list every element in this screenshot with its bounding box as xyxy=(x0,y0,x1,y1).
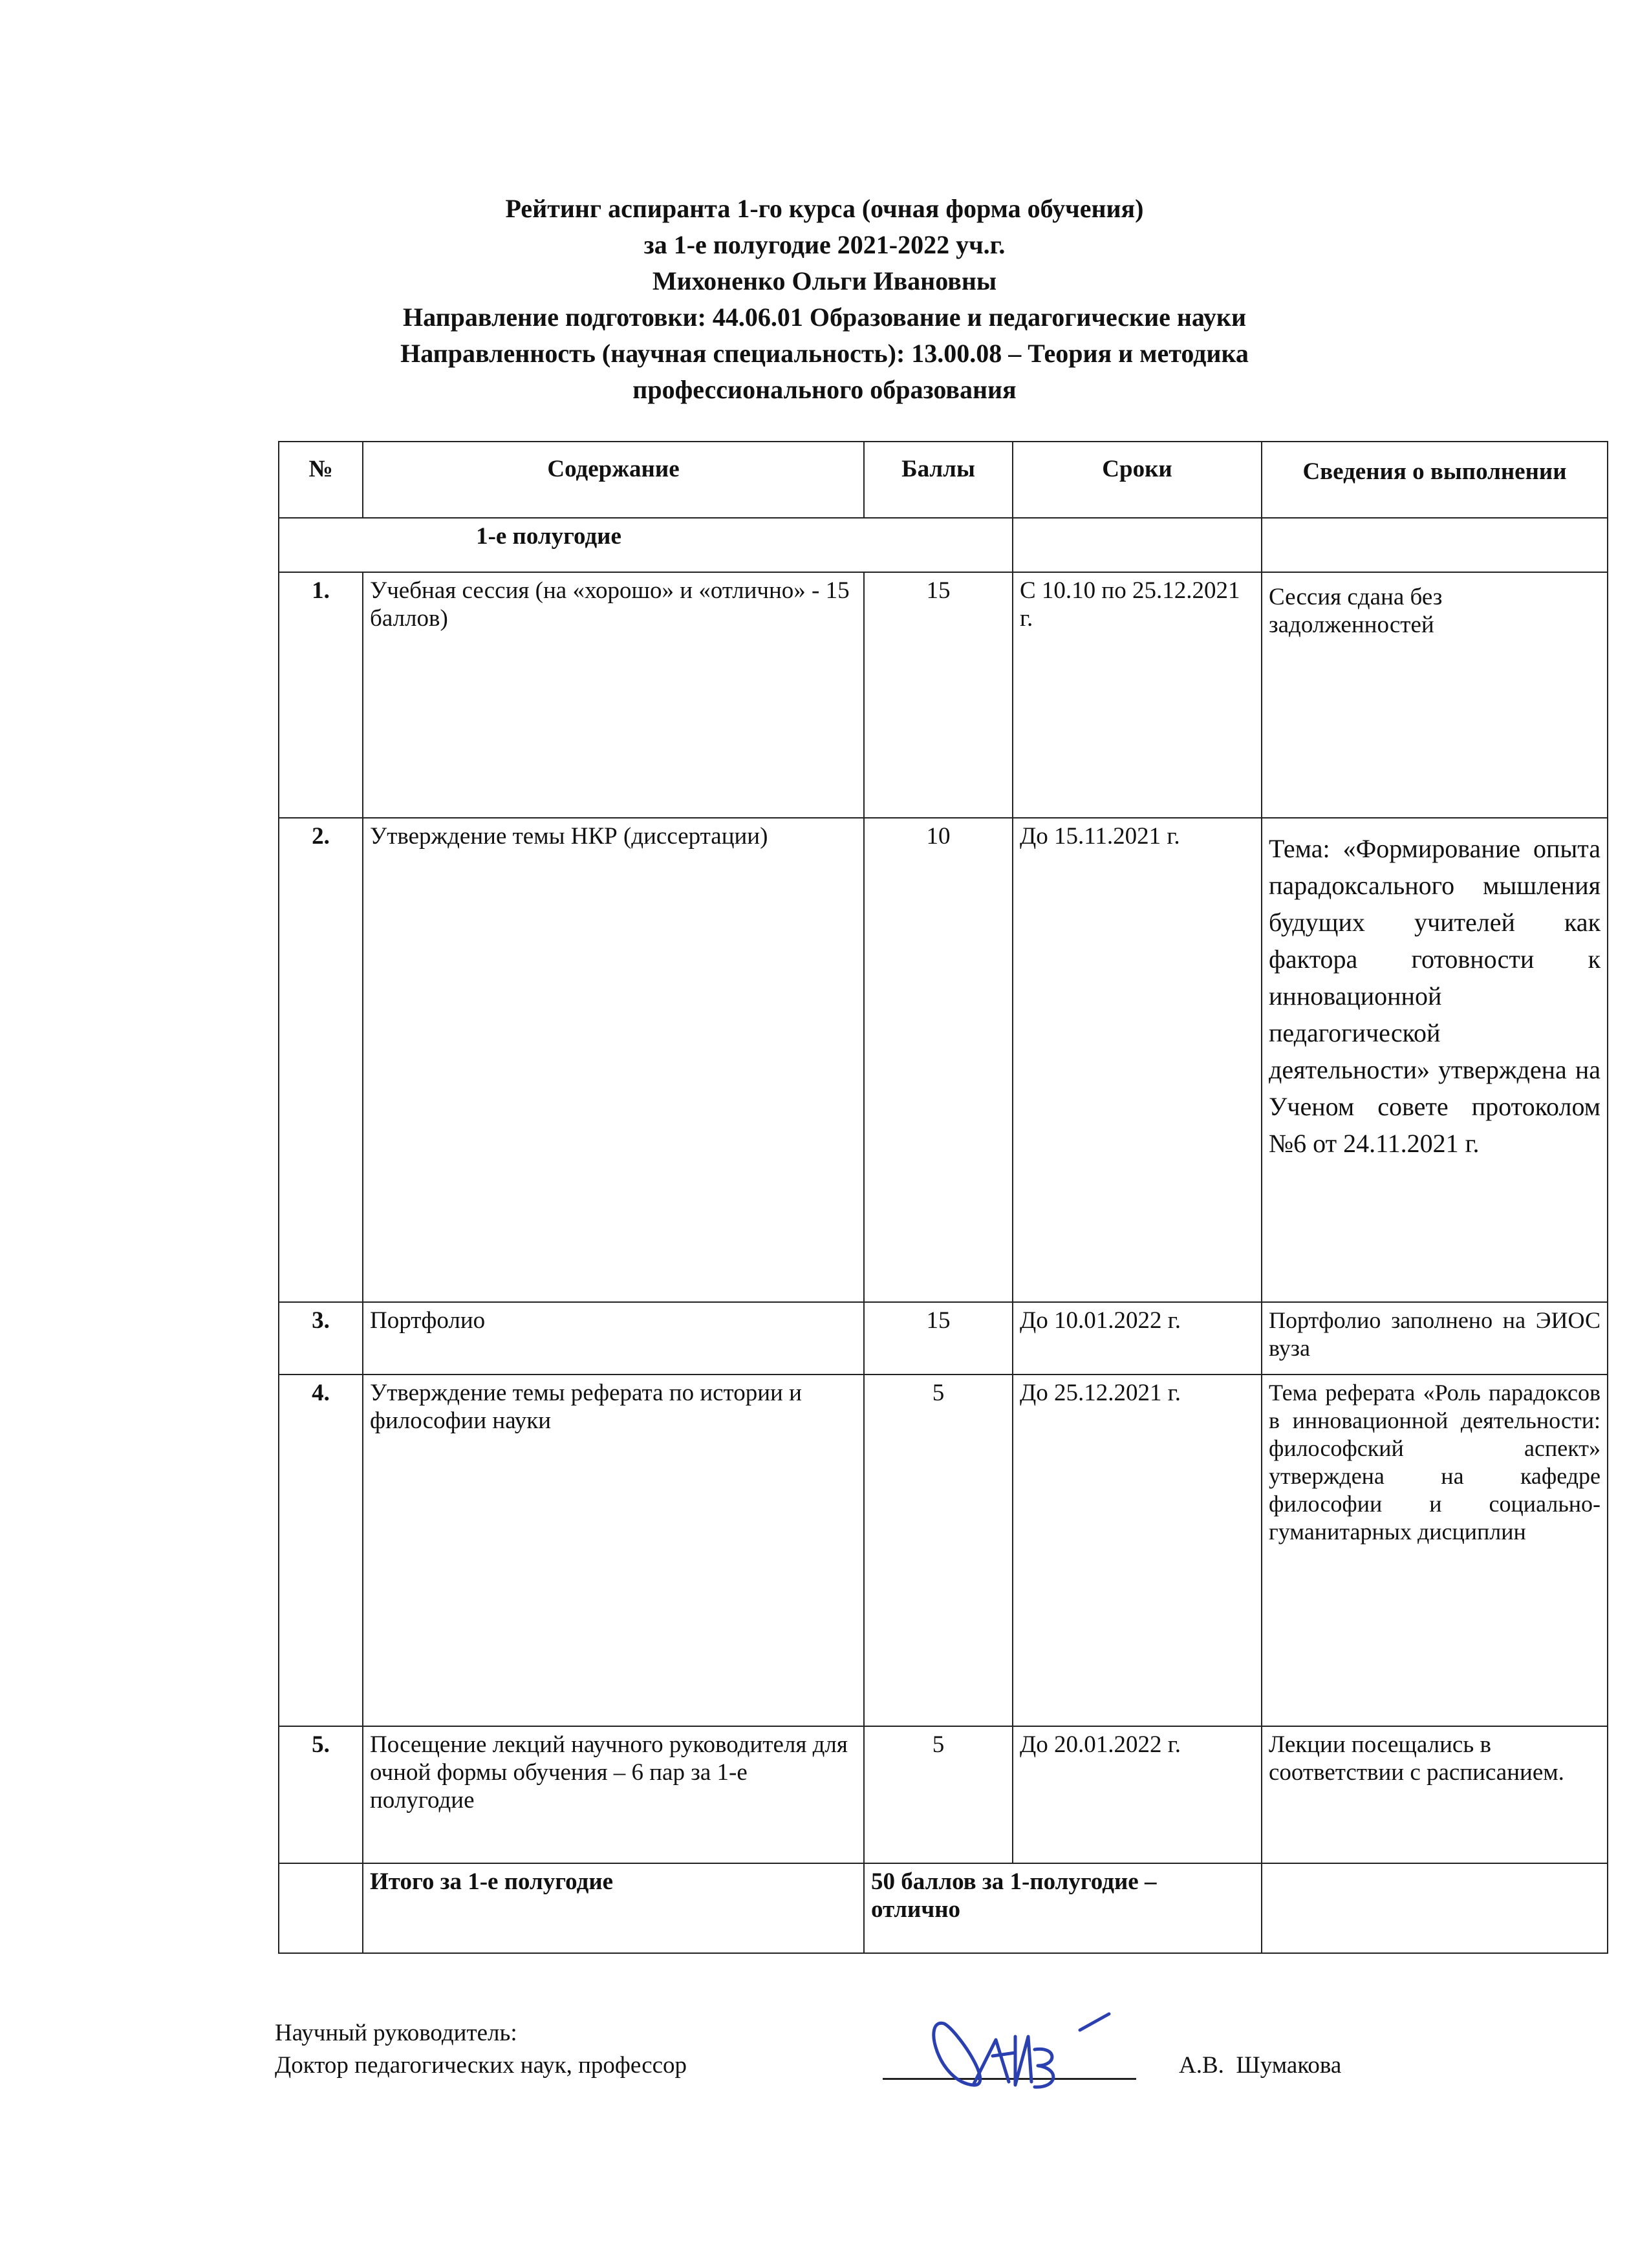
row-deadline: До 25.12.2021 г. xyxy=(1013,1375,1262,1726)
table-header-row xyxy=(279,442,1608,518)
row-number: 4. xyxy=(279,1375,363,1726)
row-number: 5. xyxy=(279,1726,363,1863)
supervisor-degree: Доктор педагогических наук, профессор xyxy=(275,2052,687,2079)
direction-line: Направление подготовки: 44.06.01 Образование и педагогические науки xyxy=(402,303,1246,332)
col-info: Сведения о выполнении xyxy=(1262,442,1608,518)
row-content: Учебная сессия (на «хорошо» и «отлично» - 15 баллов) xyxy=(363,572,864,818)
empty-cell xyxy=(1013,518,1262,572)
row-content: Утверждение темы реферата по истории и философии науки xyxy=(363,1375,864,1726)
table-row xyxy=(279,1726,1608,1863)
supervisor-block xyxy=(275,2017,687,2082)
row-points: 15 xyxy=(864,1302,1013,1375)
section-label: 1-е полугодие xyxy=(279,518,1013,572)
row-points: 15 xyxy=(864,572,1013,818)
row-number: 1. xyxy=(279,572,363,818)
row-deadline: С 10.10 по 25.12.2021 г. xyxy=(1013,572,1262,818)
row-content: Утверждение темы НКР (диссертации) xyxy=(363,818,864,1302)
row-info: Лекции посещались в соответствии с расписанием. xyxy=(1262,1726,1608,1863)
total-row xyxy=(279,1863,1608,1953)
row-info: Тема реферата «Роль парадоксов в инновационной деятельности: философский аспект» утверждена на кафедре философии и социально-гуманитарных дисциплин xyxy=(1262,1375,1608,1726)
specialty-line: профессионального образования xyxy=(632,375,1017,404)
document-title xyxy=(0,191,1649,408)
row-info: Тема: «Формирование опыта парадоксального мышления будущих учителей как фактора готовности к инновационной педагогической деятельности» утверждена на Ученом совете протоколом №6 от 24.11.2021 г. xyxy=(1262,818,1608,1302)
title-line: Рейтинг аспиранта 1-го курса (очная форма обучения) xyxy=(505,194,1144,223)
student-name: Михоненко Ольги Ивановны xyxy=(652,266,997,295)
empty-cell xyxy=(279,1863,363,1953)
table-row xyxy=(279,818,1608,1302)
row-points: 10 xyxy=(864,818,1013,1302)
specialty-line: Направленность (научная специальность): 13.00.08 – Теория и методика xyxy=(400,339,1249,368)
rating-table xyxy=(278,441,1608,1954)
supervisor-role: Научный руководитель: xyxy=(275,2020,517,2046)
row-number: 3. xyxy=(279,1302,363,1375)
title-line: за 1-е полугодие 2021-2022 уч.г. xyxy=(643,230,1006,259)
section-row xyxy=(279,518,1608,572)
supervisor-name: А.В. Шумакова xyxy=(1179,2052,1342,2079)
row-points: 5 xyxy=(864,1726,1013,1863)
col-number: № xyxy=(279,442,363,518)
row-deadline: До 10.01.2022 г. xyxy=(1013,1302,1262,1375)
col-deadline: Сроки xyxy=(1013,442,1262,518)
row-deadline: До 15.11.2021 г. xyxy=(1013,818,1262,1302)
row-content: Посещение лекций научного руководителя для очной формы обучения – 6 пар за 1-е полугодие xyxy=(363,1726,864,1863)
row-points: 5 xyxy=(864,1375,1013,1726)
col-content: Содержание xyxy=(363,442,864,518)
table-row xyxy=(279,1375,1608,1726)
table-row xyxy=(279,1302,1608,1375)
total-value: 50 баллов за 1-полугодие – отлично xyxy=(864,1863,1262,1953)
row-info: Портфолио заполнено на ЭИОС вуза xyxy=(1262,1302,1608,1375)
table-row xyxy=(279,572,1608,818)
total-label: Итого за 1-е полугодие xyxy=(363,1863,864,1953)
row-number: 2. xyxy=(279,818,363,1302)
col-points: Баллы xyxy=(864,442,1013,518)
row-content: Портфолио xyxy=(363,1302,864,1375)
row-deadline: До 20.01.2022 г. xyxy=(1013,1726,1262,1863)
empty-cell xyxy=(1262,518,1608,572)
row-info: Сессия сдана без задолженностей xyxy=(1262,572,1608,818)
handwritten-signature xyxy=(918,2011,1164,2101)
empty-cell xyxy=(1262,1863,1608,1953)
